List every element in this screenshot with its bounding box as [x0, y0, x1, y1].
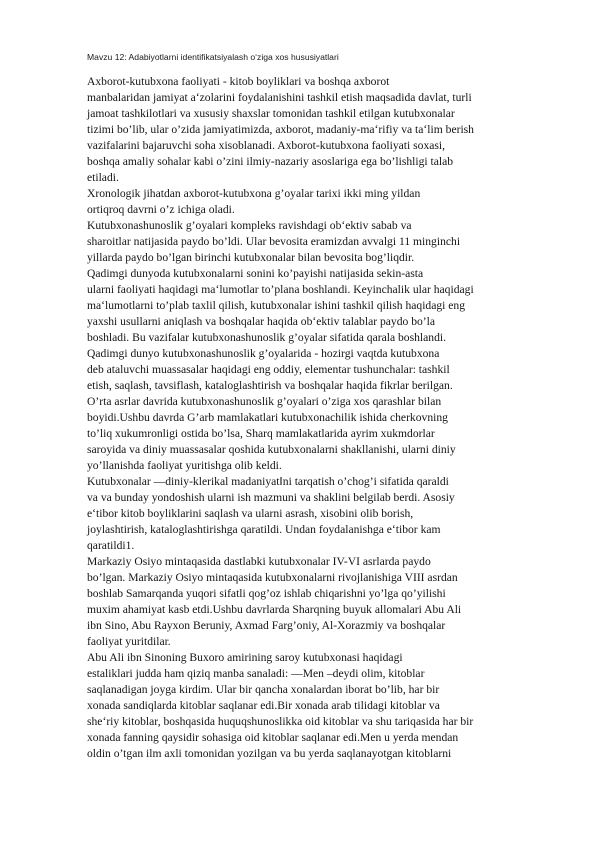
- text-line: O’rta asrlar davrida kutubxonashunoslik g’oyalari o’ziga xos qarashlar bilan: [87, 395, 442, 408]
- text-line: to’liq xukumronligi ostida bo’lsa, Sharq mamlakatlarida ayrim xukmdorlar: [87, 427, 435, 440]
- text-line: boshqa amaliy sohalar kabi o’zini ilmiy-nazariy asoslariga ega bo’lishligi talab: [87, 155, 454, 168]
- text-line: boshladi. Bu vazifalar kutubxonashunoslik g’oyalar sifatida qarala boshlandi.: [87, 331, 446, 344]
- text-line: qaratildi1.: [87, 539, 135, 552]
- text-line: muxim ahamiyat kasb etdi.Ushbu davrlarda Sharqning buyuk allomalari Abu Ali: [87, 603, 462, 616]
- text-line: yillarda paydo bo’lgan birinchi kutubxonalar bilan bevosita bog’liqdir.: [87, 251, 415, 264]
- text-line: oldin o’tgan ilm axli tomonidan yozilgan va bu yerda saqlanayotgan kitoblarni: [87, 747, 452, 760]
- text-line: faoliyat yuritdilar.: [87, 635, 171, 648]
- text-line: jamoat tashkilotlari va xususiy shaxslar tomonidan tashkil etilgan kutubxonalar: [87, 107, 455, 120]
- page-header: Mavzu 12: Adabiyotlarni identifikatsiyalash o‘ziga xos hususiyatlari: [87, 52, 339, 62]
- text-line: Markaziy Osiyo mintaqasida dastlabki kutubxonalar IV-VI asrlarda paydo: [87, 555, 431, 568]
- text-line: bo’lgan. Markaziy Osiyo mintaqasida kutubxonalarni rivojlanishiga VIII asrdan: [87, 571, 458, 584]
- text-line: yaxshi usullarni aniqlash va boshqalar haqida ob‘ektiv talablar paydo bo’la: [87, 315, 436, 328]
- text-line: saqlanadigan joyga kirdim. Ular bir qancha xonalardan iborat bo’lib, har bir: [87, 683, 440, 696]
- text-line: Qadimgi dunyo kutubxonashunoslik g’oyalarida - hozirgi vaqtda kutubxona: [87, 347, 440, 360]
- text-line: boshlab Samarqanda yuqori sifatli qog’oz ishlab chiqarishni yo’lga qo’yilishi: [87, 587, 446, 600]
- text-line: tizimi bo’lib, ular o’zida jamiyatimizda, axborot, madaniy-ma‘rifiy va ta‘lim berish: [87, 123, 474, 136]
- text-line: sharoitlar natijasida paydo bo’ldi. Ular bevosita eramizdan avvalgi 11 minginchi: [87, 235, 461, 248]
- text-line: Axborot-kutubxona faoliyati - kitob boyliklari va boshqa axborot: [87, 75, 390, 88]
- text-line: joylashtirish, kataloglashtirishga qaratildi. Undan foydalanishga e‘tibor kam: [87, 523, 441, 536]
- text-line: manbalaridan jamiyat a‘zolarini foydalanishini tashkil etish maqsadida davlat, turli: [87, 91, 472, 104]
- text-line: Qadimgi dunyoda kutubxonalarni sonini ko’payishi natijasida sekin-asta: [87, 267, 424, 280]
- text-line: e‘tibor kitob boyliklarini saqlash va ularni asrash, xisobini olib borish,: [87, 507, 414, 520]
- text-line: Abu Ali ibn Sinoning Buxoro amirining saroy kutubxonasi haqidagi: [87, 651, 403, 664]
- text-line: etish, saqlash, tavsiflash, kataloglashtirish va boshqalar haqida fikrlar berilgan.: [87, 379, 453, 392]
- text-line: deb ataluvchi muassasalar haqidagi eng oddiy, elementar tushunchalar: tashkil: [87, 363, 450, 376]
- text-line: xonada fanning qaysidir sohasiga oid kitoblar saqlanar edi.Men u yerda mendan: [87, 731, 459, 744]
- text-line: saroyida va diniy muassasalar qoshida kutubxonalarni shakllanishi, ularni diniy: [87, 443, 456, 456]
- text-line: she‘riy kitoblar, boshqasida huquqshunoslikka oid kitoblar va shu tariqasida har bir: [87, 715, 474, 728]
- text-line: ma‘lumotlarni to’plab taxlil qilish, kutubxonalar ishini tashkil qilish haqidagi eng: [87, 299, 466, 312]
- text-line: Kutubxonashunoslik g’oyalari kompleks ravishdagi ob‘ektiv sabab va: [87, 219, 412, 232]
- text-line: vazifalarini bajaruvchi soha xisoblanadi. Axborot-kutubxona faoliyati soxasi,: [87, 139, 446, 152]
- text-line: Kutubxonalar ―diniy-klerikal madaniyat‖ni tarqatish o’chog’i sifatida qaraldi: [87, 475, 449, 488]
- text-line: va va bunday yondoshish ularni ish mazmuni va shaklini belgilab berdi. Asosiy: [87, 491, 455, 504]
- text-line: ularni faoliyati haqidagi ma‘lumotlar to’plana boshlandi. Keyinchalik ular haqidagi: [87, 283, 474, 296]
- text-line: boyidi.Ushbu davrda G’arb mamlakatlari kutubxonachilik ishida cherkovning: [87, 411, 448, 424]
- text-line: yo’llanishda faoliyat yuritishga olib keldi.: [87, 459, 282, 472]
- text-line: ortiqroq davrni o’z ichiga oladi.: [87, 203, 235, 216]
- text-line: etiladi.: [87, 171, 119, 184]
- text-line: estaliklari judda ham qiziq manba sanaladi: ―Men –deydi olim, kitoblar: [87, 667, 425, 680]
- body-text: [87, 74, 546, 762]
- text-line: ibn Sino, Abu Rayxon Beruniy, Axmad Farg’oniy, Al-Xorazmiy va boshqalar: [87, 619, 446, 632]
- text-line: xonada sandiqlarda kitoblar saqlanar edi.Bir xonada arab tilidagi kitoblar va: [87, 699, 440, 712]
- text-line: Xronologik jihatdan axborot-kutubxona g’oyalar tarixi ikki ming yildan: [87, 187, 421, 200]
